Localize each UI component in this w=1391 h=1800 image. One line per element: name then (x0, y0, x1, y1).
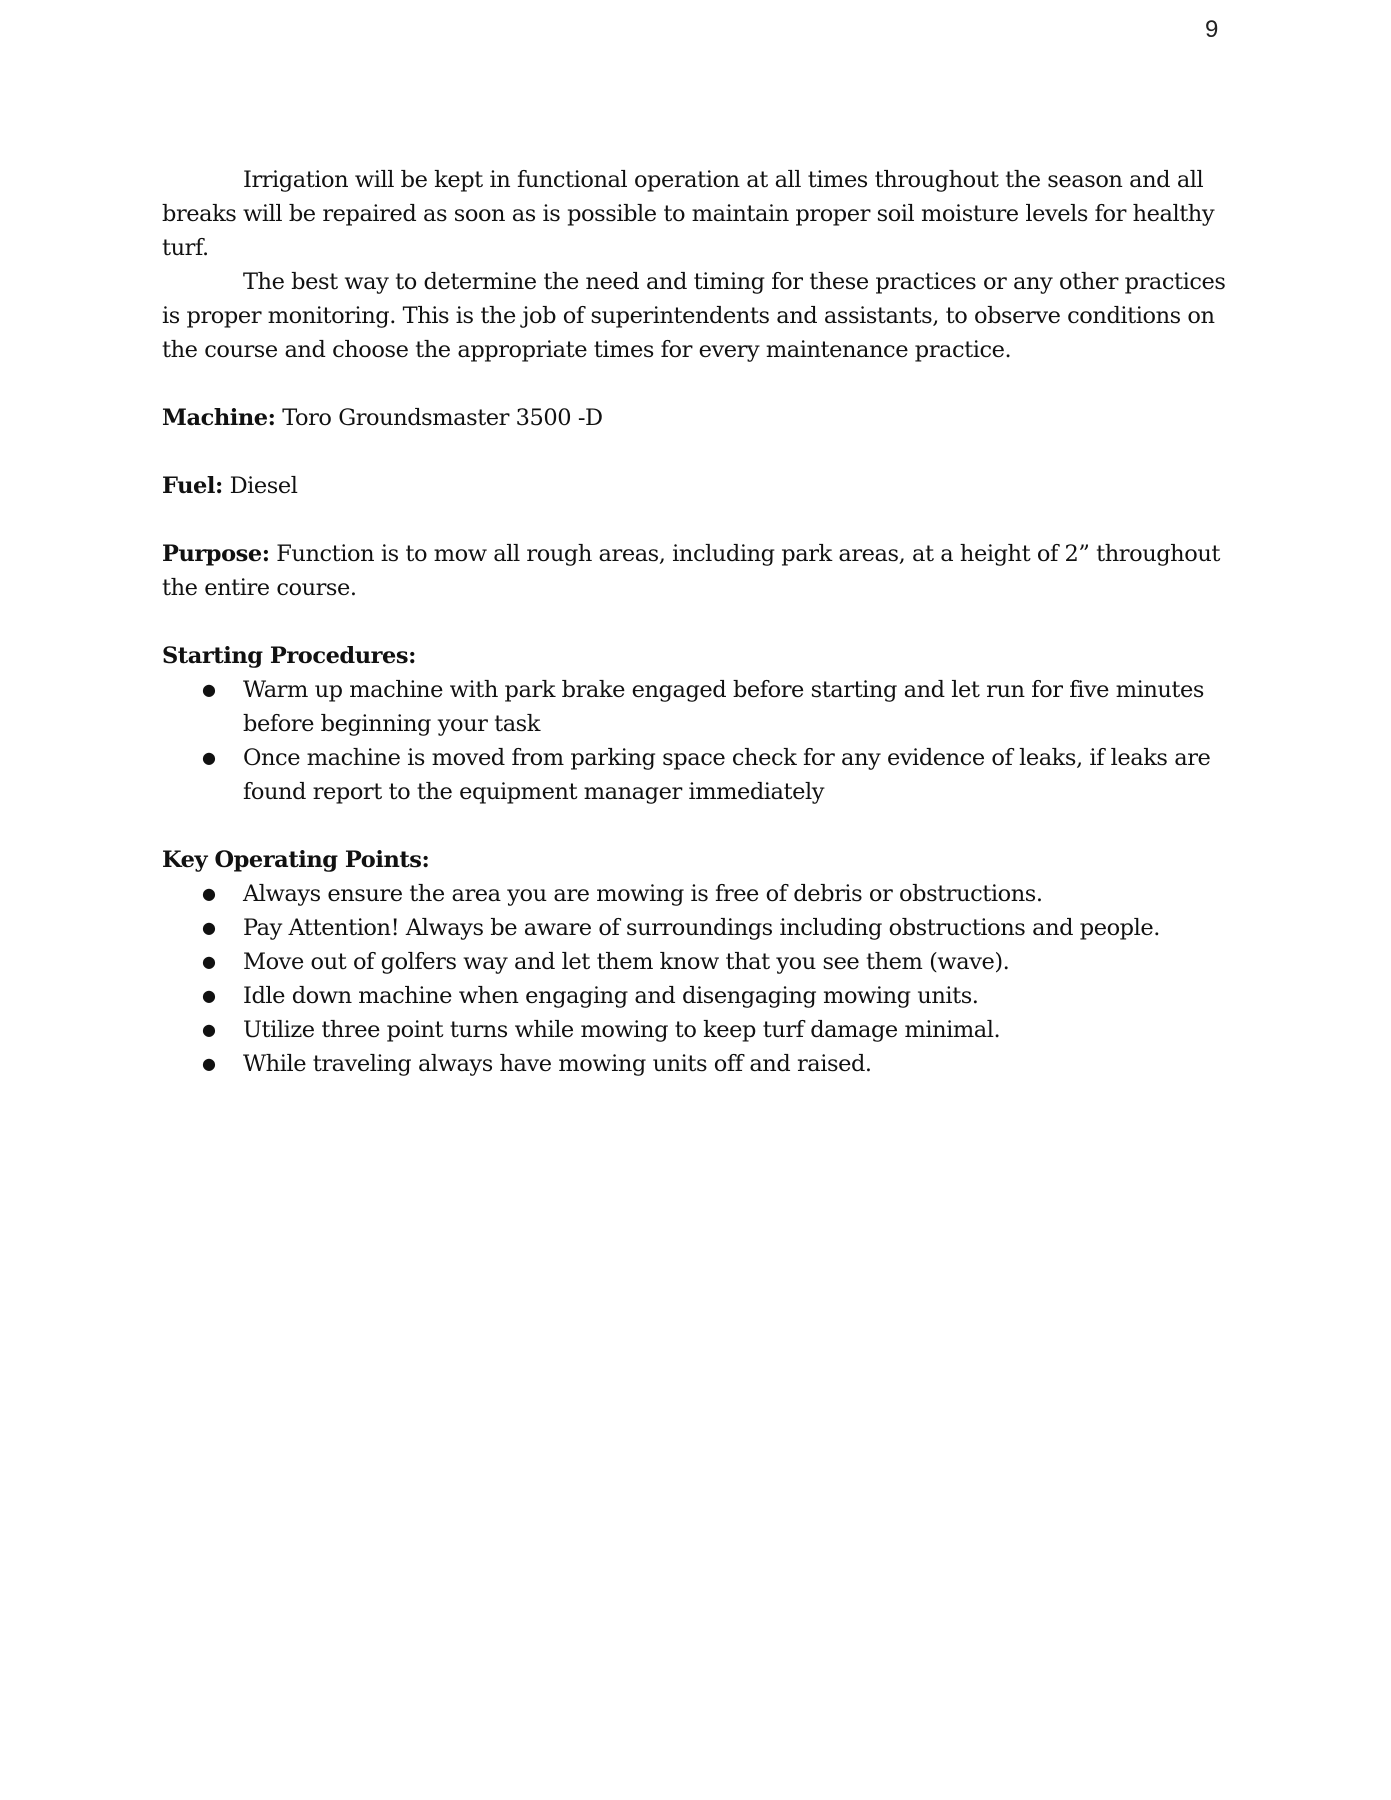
list-item (162, 1013, 1237, 1047)
document-body (162, 163, 1237, 1081)
list-item (162, 911, 1237, 945)
list-item-text: Pay Attention! Always be aware of surroundings including obstructions and people. (243, 915, 1160, 941)
bullet-icon: ● (202, 1054, 216, 1073)
list-item-text: Utilize three point turns while mowing to keep turf damage minimal. (243, 1017, 1001, 1043)
list-item-text: Idle down machine when engaging and disengaging mowing units. (243, 983, 979, 1009)
list-item-text: Once machine is moved from parking space check for any evidence of leaks, if leaks are found report to the equipment manager immediately (243, 745, 1211, 805)
list-item (162, 673, 1237, 741)
list-item-text: Move out of golfers way and let them know that you see them (wave). (243, 949, 1010, 975)
bullet-icon: ● (202, 952, 216, 971)
list-item (162, 979, 1237, 1013)
purpose-field (162, 537, 1237, 605)
bullet-icon: ● (202, 1020, 216, 1039)
fuel-value: Diesel (229, 473, 298, 499)
list-item-text: While traveling always have mowing units off and raised. (243, 1051, 872, 1077)
key-operating-points-list (162, 877, 1237, 1081)
fuel-label: Fuel: (162, 473, 223, 499)
list-item (162, 1047, 1237, 1081)
machine-field (162, 401, 1237, 435)
key-operating-points-heading: Key Operating Points: (162, 847, 430, 873)
bullet-icon: ● (202, 986, 216, 1005)
purpose-value: Function is to mow all rough areas, including park areas, at a height of 2” throughout the entire course. (162, 541, 1220, 601)
fuel-field (162, 469, 1237, 503)
bullet-icon: ● (202, 748, 216, 767)
starting-procedures-heading: Starting Procedures: (162, 643, 416, 669)
list-item-text: Warm up machine with park brake engaged before starting and let run for five minutes before beginning your task (243, 677, 1204, 737)
paragraph-monitoring: The best way to determine the need and timing for these practices or any other practices is proper monitoring. This is the job of superintendents and assistants, to observe conditions on the course and choose the appropriate times for every maintenance practice. (162, 269, 1226, 363)
machine-label: Machine: (162, 405, 276, 431)
paragraph-irrigation: Irrigation will be kept in functional operation at all times throughout the season and all breaks will be repaired as soon as is possible to maintain proper soil moisture levels for healthy turf. (162, 167, 1215, 261)
starting-procedures-list (162, 673, 1237, 809)
list-item-text: Always ensure the area you are mowing is free of debris or obstructions. (243, 881, 1043, 907)
bullet-icon: ● (202, 884, 216, 903)
bullet-icon: ● (202, 918, 216, 937)
machine-value: Toro Groundsmaster 3500 -D (282, 405, 603, 431)
bullet-icon: ● (202, 680, 216, 699)
page-number: 9 (1205, 16, 1219, 43)
purpose-label: Purpose: (162, 541, 270, 567)
list-item (162, 741, 1237, 809)
list-item (162, 877, 1237, 911)
list-item (162, 945, 1237, 979)
